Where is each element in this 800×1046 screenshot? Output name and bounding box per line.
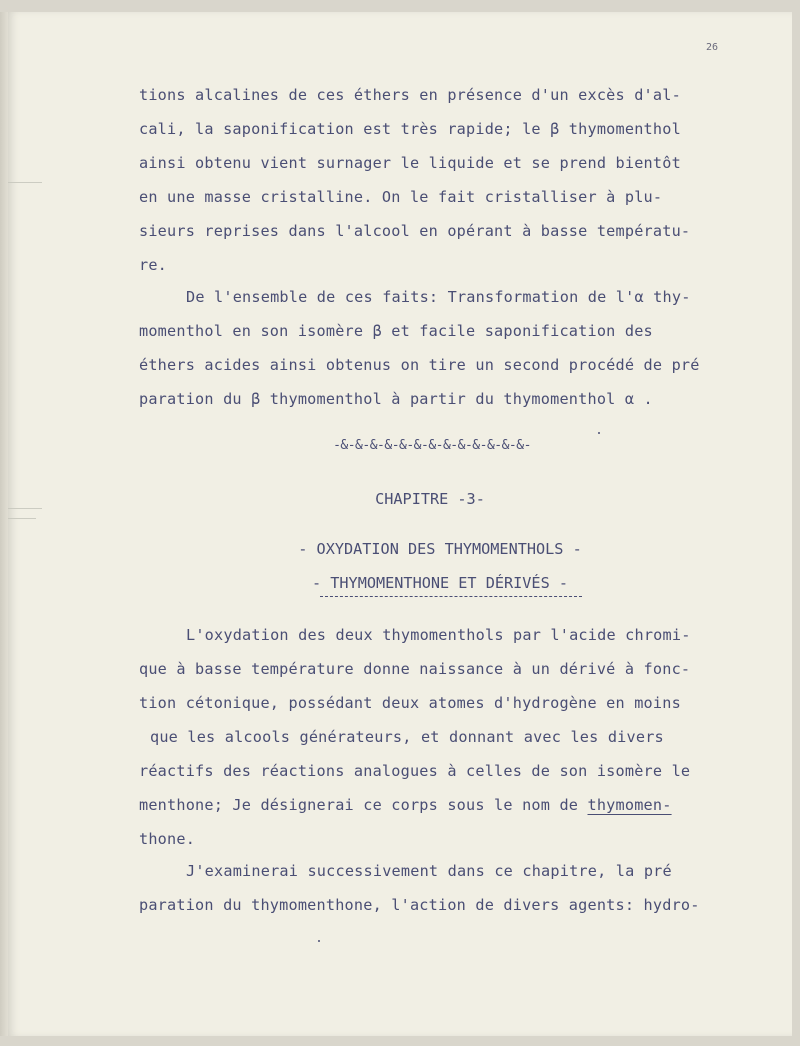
title-underline-rule (320, 596, 582, 597)
text-line: ainsi obtenu vient surnager le liquide et se prend bientôt (139, 154, 681, 172)
text-line: paration du thymomenthone, l'action de divers agents: hydro- (139, 896, 700, 914)
ink-speck (598, 432, 600, 434)
text-line: thone. (139, 830, 196, 848)
text-line: re. (139, 256, 168, 274)
binding-thread (8, 508, 42, 509)
chapter-title-line2: - THYMOMENTHONE ET DÉRIVÉS - (311, 574, 569, 592)
chapter-title-line1: - OXYDATION DES THYMOMENTHOLS - (298, 540, 582, 558)
text-line: paration du β thymomenthol à partir du thymomenthol α . (139, 390, 653, 408)
binding-thread (8, 518, 36, 519)
ink-speck (318, 940, 320, 942)
text-line: en une masse cristalline. On le fait cristalliser à plu- (139, 188, 663, 206)
text-line: momenthol en son isomère β et facile saponification des (139, 322, 653, 340)
text-line: que les alcools générateurs, et donnant avec les divers (150, 728, 664, 746)
text-line: J'examinerai successivement dans ce chapitre, la pré (186, 862, 672, 880)
text-line: tion cétonique, possédant deux atomes d'hydrogène en moins (139, 694, 681, 712)
underlined-term: thymomen- (587, 796, 672, 814)
text-line: cali, la saponification est très rapide; le β thymomenthol (139, 120, 681, 138)
text-line: éthers acides ainsi obtenus on tire un second procédé de pré (139, 356, 700, 374)
text-line: sieurs reprises dans l'alcool en opérant à basse températu- (139, 222, 691, 240)
page-number: 26 (706, 42, 719, 53)
text-line: que à basse température donne naissance à un dérivé à fonc- (139, 660, 691, 678)
text-line (139, 796, 672, 814)
text-segment: menthone; Je désignerai ce corps sous le nom de (139, 796, 588, 814)
text-line: réactifs des réactions analogues à celles de son isomère le (139, 762, 691, 780)
text-line: De l'ensemble de ces faits: Transformation de l'α thy- (186, 288, 691, 306)
section-separator: -&-&-&-&-&-&-&-&-&-&-&-&-&- (333, 438, 531, 453)
text-line: tions alcalines de ces éthers en présence d'un excès d'al- (139, 86, 681, 104)
chapter-label: CHAPITRE -3- (375, 490, 485, 508)
text-line: L'oxydation des deux thymomenthols par l'acide chromi- (186, 626, 691, 644)
binding-thread (8, 182, 42, 183)
